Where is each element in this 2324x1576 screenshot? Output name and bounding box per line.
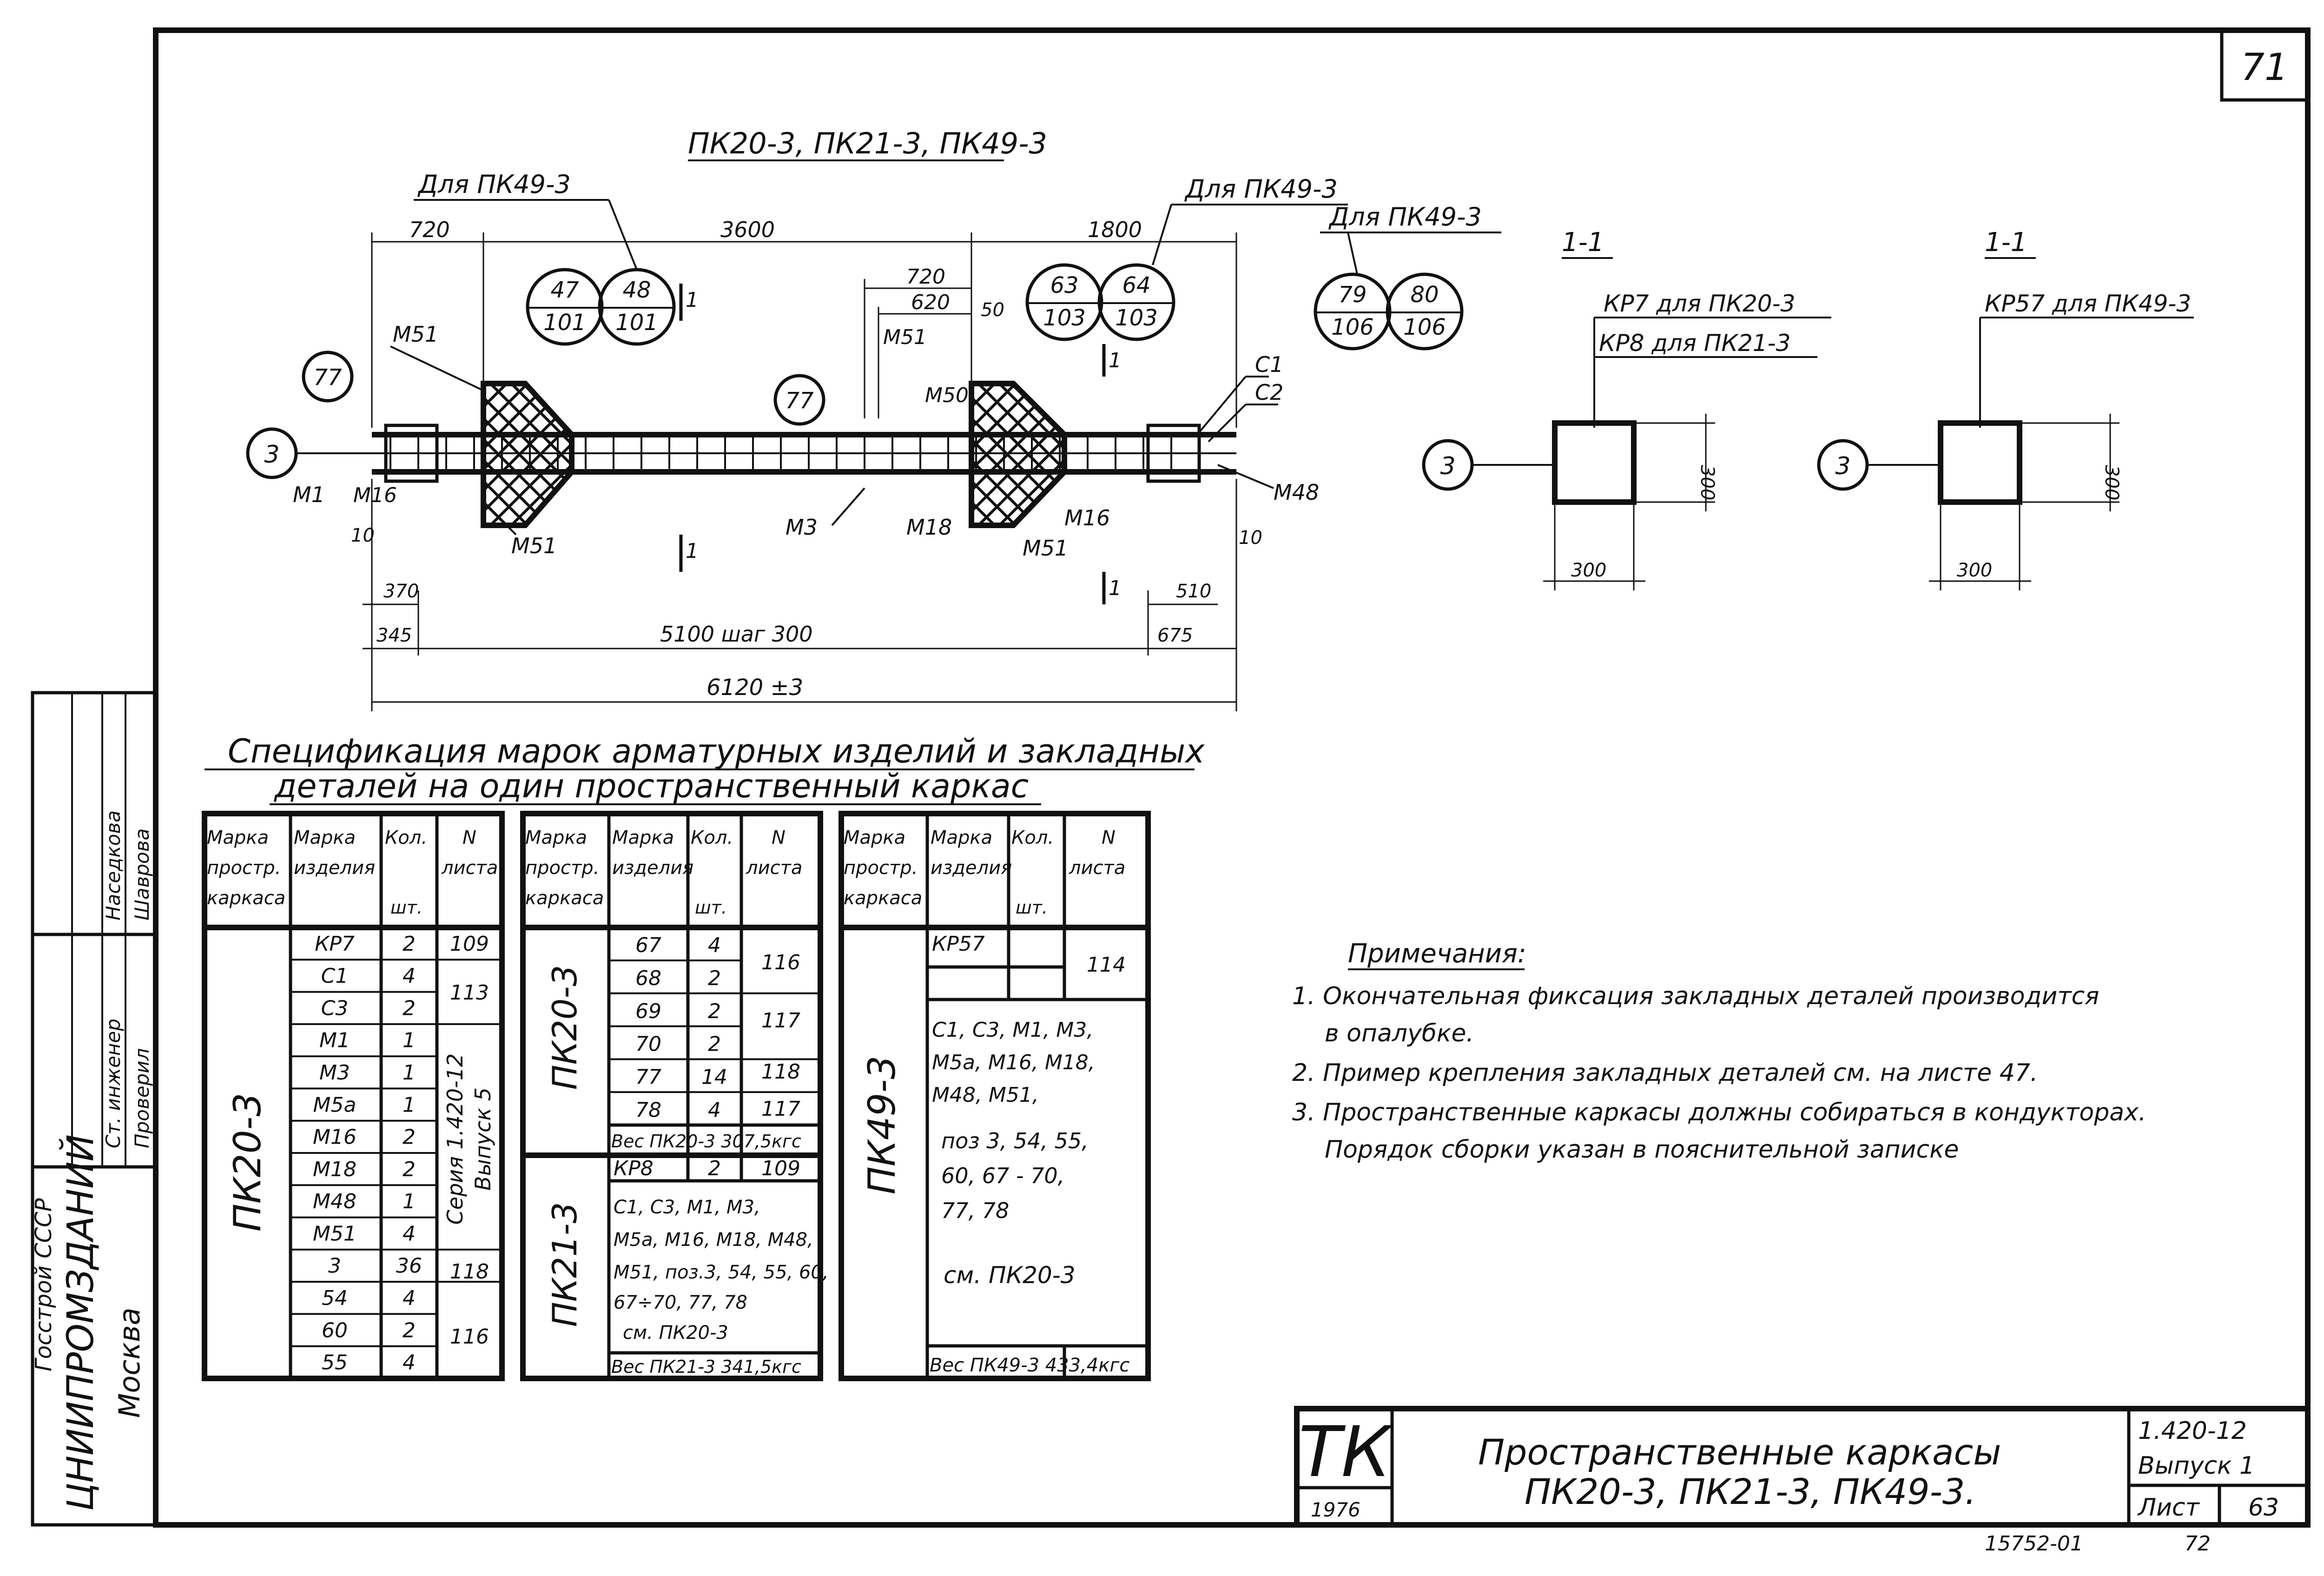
spec-title-line2: деталей на один пространственный каркас [274,767,1029,805]
t1-row-item: С3 [321,996,349,1020]
t1-row-qty: 36 [396,1254,422,1278]
note-3: 3. Пространственные каркасы должны собираться в кондукторах. [1292,1099,2146,1126]
dim-620: 620 [911,291,950,314]
node-hatch [637,384,779,525]
title-issue: Выпуск 1 [2138,1452,2255,1480]
left-stamp [31,693,156,1511]
t1-row-qty: 4 [403,1222,416,1246]
tk-mark: ТК [1298,1412,1391,1493]
t2-row-qty: 4 [708,934,721,958]
section-b-title: 1-1 [1985,227,2027,258]
svg-text:101: 101 [543,310,586,336]
t2-row-qty: 4 [708,1098,721,1122]
section-mark-1b: 1 [686,539,699,563]
t1-row-item: М1 [319,1028,350,1053]
svg-text:изделия: изделия [294,857,376,879]
t1-row-item: С1 [321,964,349,988]
t3-frame-label: ПК49-3 [860,1055,904,1195]
label-m51-mid: М51 [883,325,927,349]
svg-text:117: 117 [761,1009,800,1033]
svg-text:Марка: Марка [207,827,269,848]
label-c2: С2 [1255,380,1284,405]
bubble-79-106 [1315,274,1390,349]
dim-345: 345 [376,625,412,646]
notes-title: Примечания: [1348,939,1526,969]
t1-row-qty: 2 [403,1318,416,1343]
t2-row-qty: 2 [708,1032,721,1056]
node-hatch [532,384,674,525]
section-mark-1c: 1 [1109,349,1122,372]
dim-1800: 1800 [1088,217,1142,242]
node-hatch [658,384,799,525]
node-hatch [1104,384,1246,525]
t1-row-item: М3 [319,1061,350,1085]
label-m51-top-left: М51 [393,322,439,347]
svg-text:Марка: Марка [931,827,993,848]
t1-row-qty: 2 [403,996,416,1020]
t1-row-item: М18 [313,1157,357,1181]
t1-row-item: М51 [313,1222,357,1246]
t1-row-qty: 2 [403,932,416,956]
title-line1: Пространственные каркасы [1478,1431,2001,1473]
circle-3-main-label: 3 [264,441,280,469]
t1-row-item: М5а [313,1093,357,1117]
node-hatch [637,384,779,525]
spec-table-2 [523,814,829,1378]
title-year: 1976 [1311,1498,1360,1521]
section-b-circle: 3 [1835,452,1851,480]
svg-text:118: 118 [761,1060,800,1084]
t2-row-item: 77 [635,1065,661,1089]
svg-text:109: 109 [450,932,489,956]
svg-text:113: 113 [450,981,489,1005]
for-pk49-mid: Для ПК49-3 [1185,174,1338,204]
t2-row-qty: 2 [708,966,721,990]
dim-720-mid: 720 [906,265,945,289]
title-code: 1.420-12 [2138,1417,2247,1445]
dim-370: 370 [383,581,419,602]
t2-frame-b: ПК21-3 [545,1202,584,1327]
sheet-number: 71 [2241,46,2288,89]
specification [205,732,1205,1378]
section-a-dim-v: 300 [1697,465,1718,501]
svg-text:шт.: шт. [390,897,423,918]
svg-text:М5а, М16, М18, М48,: М5а, М16, М18, М48, [614,1229,813,1251]
svg-text:листа: листа [442,857,498,879]
svg-text:М48, М51,: М48, М51, [932,1083,1039,1107]
t2-row-item: 78 [635,1098,661,1122]
t2-row-qty: 14 [701,1065,727,1089]
circle-77b-label: 77 [785,388,814,414]
svg-text:Марка: Марка [294,827,356,848]
t2-weight-b: Вес ПК21-3 341,5кгс [611,1357,801,1377]
t2-row-item: 70 [635,1032,661,1056]
section-a-circle: 3 [1440,452,1456,480]
svg-text:118: 118 [450,1260,489,1284]
svg-text:N: N [772,827,786,848]
svg-text:Кол.: Кол. [385,827,428,848]
svg-text:изделия: изделия [612,857,694,879]
svg-text:см. ПК20-3: см. ПК20-3 [944,1262,1076,1289]
svg-text:простр.: простр. [844,857,918,879]
label-m51-bottom-left: М51 [511,533,557,558]
bubble-48-101 [600,270,674,344]
stamp-org: ЦНИИПРОМЗДАНИЙ [60,1134,102,1511]
svg-text:116: 116 [450,1325,489,1349]
section-a-label2: КР8 для ПК21-3 [1599,330,1791,357]
svg-text:изделия: изделия [931,857,1012,879]
svg-text:103: 103 [1115,305,1158,331]
node-hatch [595,384,737,525]
t2-row-item: 69 [635,999,661,1023]
label-m48: М48 [1274,480,1320,505]
svg-text:Серия 1.420-12: Серия 1.420-12 [442,1053,468,1225]
svg-text:Кол.: Кол. [1011,827,1054,848]
t3-weight: Вес ПК49-3 433,4кгс [930,1355,1130,1376]
label-m50: М50 [925,384,969,407]
t2-weight-a: Вес ПК20-3 307,5кгс [611,1131,801,1152]
t1-row-qty: 1 [403,1190,416,1214]
for-pk49-left: Для ПК49-3 [418,170,571,199]
section-a-dim-h: 300 [1571,560,1607,581]
node-hatch [595,384,737,525]
notes [1292,939,2146,1164]
spec-table-1 [205,814,502,1378]
for-pk49-right: Для ПК49-3 [1329,202,1482,232]
svg-text:поз 3, 54, 55,: поз 3, 54, 55, [941,1128,1089,1153]
t1-row-item: 55 [322,1351,348,1375]
label-m16-left: М16 [353,483,397,507]
svg-text:79: 79 [1338,282,1367,308]
svg-text:63: 63 [1050,272,1079,298]
t2-row-item: 68 [635,966,661,990]
svg-text:М51, поз.3, 54, 55, 60,: М51, поз.3, 54, 55, 60, [614,1262,829,1283]
title-line2: ПК20-3, ПК21-3, ПК49-3. [1525,1471,1976,1512]
label-m18: М18 [906,515,952,540]
svg-text:77, 78: 77, 78 [941,1198,1010,1223]
main-elevation [248,126,1501,711]
node-hatch [1020,384,1162,525]
section-a [1424,227,1831,590]
svg-text:см. ПК20-3: см. ПК20-3 [623,1322,728,1344]
spec-title-line1: Спецификация марок арматурных изделий и закладных [228,732,1205,770]
note-1b: в опалубке. [1325,1020,1474,1047]
svg-text:шт.: шт. [1016,897,1048,918]
t2-row-item: 67 [635,934,661,958]
spec-table-3 [841,814,1148,1378]
svg-text:простр.: простр. [525,857,600,879]
dim-675: 675 [1157,625,1193,646]
svg-text:47: 47 [550,277,579,303]
main-title: ПК20-3, ПК21-3, ПК49-3 [688,126,1047,160]
svg-text:шт.: шт. [695,897,727,918]
section-mark-1d: 1 [1109,576,1122,600]
stamp-role2: Проверил [131,1048,153,1148]
bubble-64-103 [1099,265,1174,339]
t1-row-qty: 4 [403,1351,416,1375]
svg-text:109: 109 [761,1157,800,1180]
svg-text:106: 106 [1403,314,1446,340]
t1-row-qty: 1 [403,1028,416,1053]
stamp-gosstroy: Госстрой СССР [31,1198,57,1371]
t1-row-qty: 2 [403,1157,416,1181]
svg-text:116: 116 [761,951,800,974]
label-m3: М3 [786,515,818,540]
dim-6120: 6120 ±3 [706,675,804,701]
footer-right: 72 [2185,1532,2211,1556]
node-hatch [1062,384,1204,525]
t2-row-qty: 2 [708,999,721,1023]
section-b-label1: КР57 для ПК49-3 [1985,290,2192,317]
svg-text:103: 103 [1043,305,1086,331]
bubble-47-101 [528,270,602,344]
node-hatch [1020,384,1162,525]
label-m51-bottom-mid: М51 [1023,536,1069,561]
svg-text:С1, С3, М1, М3,: С1, С3, М1, М3, [614,1197,760,1218]
left-node [344,384,799,525]
dim-3600: 3600 [720,217,775,242]
section-b-dim-h: 300 [1957,560,1993,581]
t1-row-item: М16 [313,1125,357,1149]
svg-text:КР8: КР8 [614,1157,654,1180]
t1-row-item: 3 [328,1254,341,1278]
bubble-80-106 [1387,274,1462,349]
section-a-title: 1-1 [1562,227,1604,258]
svg-text:64: 64 [1122,272,1151,298]
node-hatch [1062,384,1204,525]
t1-row-qty: 1 [403,1061,416,1085]
t2-frame-a: ПК20-3 [545,965,584,1090]
footer-left: 15752-01 [1985,1532,2083,1556]
node-hatch [532,384,674,525]
node-hatch [1104,384,1246,525]
label-c1: С1 [1255,352,1284,377]
svg-text:Выпуск 5: Выпуск 5 [470,1087,495,1191]
stamp-name2: Шаврова [131,828,153,920]
note-2: 2. Пример крепления закладных деталей см. на листе 47. [1292,1059,2038,1087]
svg-text:N: N [462,827,476,848]
svg-text:2: 2 [708,1157,721,1180]
bubble-63-103 [1027,265,1102,339]
dim-720-top: 720 [409,217,450,242]
section-mark-1a: 1 [686,288,699,312]
section-b-dim-v: 300 [2101,465,2122,501]
svg-text:80: 80 [1410,282,1439,308]
node-hatch [1083,384,1225,525]
node-hatch [616,384,758,525]
dim-50: 50 [981,299,1004,321]
title-block [1297,1409,2308,1556]
svg-text:листа: листа [1069,857,1126,879]
node-hatch [658,384,799,525]
section-b [1819,227,2194,590]
dim-10-left: 10 [351,525,375,546]
t1-row-item: КР7 [315,932,355,956]
svg-text:С1, С3, М1, М3,: С1, С3, М1, М3, [932,1018,1094,1042]
svg-text:Марка: Марка [525,827,588,848]
svg-text:Марка: Марка [844,827,906,848]
t1-row-item: 54 [322,1286,348,1311]
svg-text:листа: листа [746,857,803,879]
note-1: 1. Окончательная фиксация закладных деталей производится [1292,982,2100,1010]
title-sheet-label: Лист [2138,1494,2199,1522]
title-sheet-no: 63 [2248,1494,2279,1522]
svg-text:48: 48 [622,277,651,303]
svg-text:60, 67 - 70,: 60, 67 - 70, [941,1163,1065,1188]
dim-5100: 5100 шаг 300 [660,622,813,647]
t1-row-qty: 4 [403,1286,416,1311]
dim-510: 510 [1176,581,1212,602]
node-hatch [616,384,758,525]
svg-text:каркаса: каркаса [525,887,604,909]
node-hatch [574,384,716,525]
dim-10-right: 10 [1239,527,1262,549]
t1-row-qty: 1 [403,1093,416,1117]
svg-text:КР57: КР57 [932,932,985,956]
circle-77a-label: 77 [313,364,342,391]
stamp-name1: Наседкова [102,810,125,920]
node-hatch [574,384,716,525]
t1-row-item: М48 [313,1190,357,1214]
svg-text:каркаса: каркаса [207,887,286,909]
t1-row-qty: 4 [403,964,416,988]
svg-text:М5а, М16, М18,: М5а, М16, М18, [932,1051,1095,1074]
t1-frame-label: ПК20-3 [226,1093,269,1232]
svg-text:простр.: простр. [207,857,281,879]
svg-text:106: 106 [1331,314,1374,340]
svg-text:N: N [1102,827,1116,848]
section-a-label1: КР7 для ПК20-3 [1604,290,1796,317]
svg-text:Марка: Марка [612,827,674,848]
svg-text:Кол.: Кол. [691,827,733,848]
svg-text:114: 114 [1087,953,1126,977]
stamp-role1: Ст. инженер [102,1019,125,1148]
node-hatch [1083,384,1225,525]
svg-text:67÷70, 77, 78: 67÷70, 77, 78 [614,1292,747,1313]
label-m16-right: М16 [1064,505,1110,530]
label-m1: М1 [293,482,325,507]
stamp-city: Москва [112,1307,146,1418]
svg-text:101: 101 [615,310,658,336]
svg-text:каркаса: каркаса [844,887,923,909]
svg-text:117: 117 [761,1097,800,1121]
t1-row-qty: 2 [403,1125,416,1149]
t1-row-item: 60 [322,1318,348,1343]
note-3b: Порядок сборки указан в пояснительной записке [1325,1136,1959,1164]
